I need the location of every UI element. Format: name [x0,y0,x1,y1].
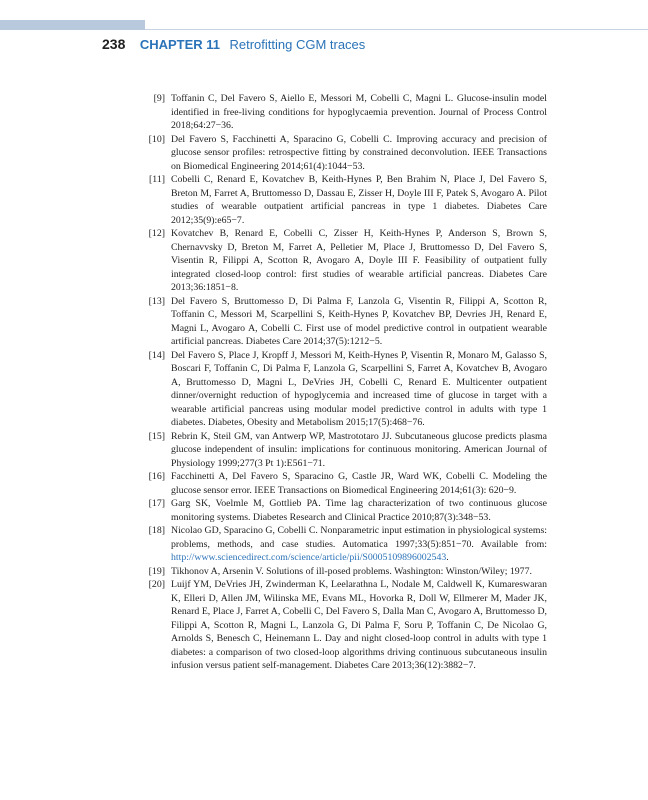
reference-text [171,524,547,565]
reference-item [142,430,547,471]
reference-link[interactable]: http://www.sciencedirect.com/science/article/pii/S0005109896002543 [171,552,447,563]
running-header [102,36,365,54]
reference-item [142,470,547,497]
reference-body: Nicolao GD, Sparacino G, Cobelli C. Nonparametric input estimation in physiological systems: problems, methods, and case studies. Automatica 1997;33(5):851−70. Available from: [171,525,547,550]
reference-item [142,578,547,673]
reference-text: Luijf YM, DeVries JH, Zwinderman K, Leelarathna L, Nodale M, Caldwell K, Kumareswaran K, Elleri D, Allen JM, Wilinska ME, Evans ML, Hovorka R, Doll W, Ellmerer M, Mader JK, Renard E, Place J, Farret A, Cobelli C, Del Favero S, Dalla Man C, Avogaro A, Bruttomesso D, Filippi A, Scotton R, Magni L, Lanzola G, Di Palma F, Soru P, Toffanin C, De Nicolao G, Arnolds S, Benesch C, Heinemann L. Day and night closed-loop control in adults with type 1 diabetes: a comparison of two closed-loop algorithms driving continuous subcutaneous insulin infusion versus patient self-management. Diabetes Care 2013;36(12):3882−7. [171,579,547,671]
reference-text: Facchinetti A, Del Favero S, Sparacino G, Castle JR, Ward WK, Cobelli C. Modeling the glucose sensor error. IEEE Transactions on Biomedical Engineering 2014;61(3): 620−9. [171,471,547,496]
reference-number: [20] [148,579,165,590]
reference-text: Garg SK, Voelmle M, Gottlieb PA. Time lag characterization of two continuous glucose monitoring systems. Diabetes Research and Clinical Practice 2010;87(3):348−53. [171,498,547,523]
reference-item [142,133,547,174]
reference-item [142,497,547,524]
reference-number: [16] [148,471,165,482]
chapter-label: CHAPTER 11 [139,37,221,52]
reference-number: [13] [148,295,165,307]
reference-item [142,295,547,349]
reference-item [142,173,547,227]
reference-item [142,227,547,295]
reference-text: Kovatchev B, Renard E, Cobelli C, Zisser H, Keith-Hynes P, Anderson S, Brown S, Chernavvsky D, Breton M, Farret A, Pelletier M, Place J, Bruttomesso D, Del Favero S, Visentin R, Filippi A, Scotton R, Avogaro A, Doyle III F. Feasibility of outpatient fully integrated closed-loop control: first studies of wearable artificial pancreas. Diabetes Care 2013;36:1851−8. [171,228,547,293]
reference-item [142,565,547,579]
reference-number: [9] [153,93,165,104]
reference-number: [17] [148,498,165,509]
header-accent-bar [0,20,145,30]
reference-number: [19] [148,565,165,577]
reference-number: [14] [148,349,165,361]
reference-text: Tikhonov A, Arsenin V. Solutions of ill-posed problems. Washington: Winston/Wiley; 1977. [171,565,532,577]
chapter-title: Retrofitting CGM traces [229,37,366,52]
reference-item [142,92,547,133]
reference-number: [15] [148,430,165,442]
page-number: 238 [102,36,126,52]
reference-number: [10] [148,133,165,145]
reference-text: Rebrin K, Steil GM, van Antwerp WP, Mastrototaro JJ. Subcutaneous glucose predicts plasma glucose independent of insulin: implications for continuous monitoring. American Journal of Physiology 1999;277(3 Pt 1):E561−71. [171,430,547,469]
reference-number: [18] [148,525,165,536]
reference-text: Del Favero S, Facchinetti A, Sparacino G, Cobelli C. Improving accuracy and precision of glucose sensor profiles: retrospective fitting by constrained deconvolution. IEEE Transactions on Biomedical Engineering 2014;61(4):1044−53. [171,133,547,172]
reference-list [142,92,547,673]
reference-item [142,349,547,430]
reference-text: Cobelli C, Renard E, Kovatchev B, Keith-Hynes P, Ben Brahim N, Place J, Del Favero S, Breton M, Farret A, Bruttomesso D, Dassau E, Zisser H, Doyle III F, Patek S, Avogaro A. Pilot studies of wearable outpatient artificial pancreas in type 1 diabetes. Diabetes Care 2012;35(9):e65−7. [171,174,547,226]
reference-text: Toffanin C, Del Favero S, Aiello E, Messori M, Cobelli C, Magni L. Glucose-insulin model identified in free-living conditions for hypoglycaemia prevention. Journal of Process Control 2018;64:27−36. [171,93,547,131]
reference-number: [11] [149,174,165,185]
reference-punctuation: . [446,552,449,563]
reference-item [142,524,547,565]
header-rule [145,29,648,30]
reference-text: Del Favero S, Bruttomesso D, Di Palma F, Lanzola G, Visentin R, Filippi A, Scotton R, Toffanin C, Messori M, Scarpellini S, Keith-Hynes P, Kovatchev BP, Devries JH, Renard E, Magni L, Avogaro A, Cobelli C. First use of model predictive control in outpatient wearable artificial pancreas. Diabetes Care 2014;37(5):1212−5. [171,295,547,347]
reference-text: Del Favero S, Place J, Kropff J, Messori M, Keith-Hynes P, Visentin R, Monaro M, Galasso S, Boscari F, Toffanin C, Di Palma F, Lanzola G, Scarpellini S, Farret A, Kovatchev B, Avogaro A, Bruttomesso D, Magni L, DeVries JH, Cobelli C, Renard E. Multicenter outpatient dinner/overnight reduction of hypoglycemia and increased time of glucose in target with a wearable artificial pancreas using modular model predictive control in adults with type 1 diabetes. Diabetes, Obesity and Metabolism 2015;17(5):468−76. [171,349,547,428]
reference-number: [12] [148,228,165,239]
